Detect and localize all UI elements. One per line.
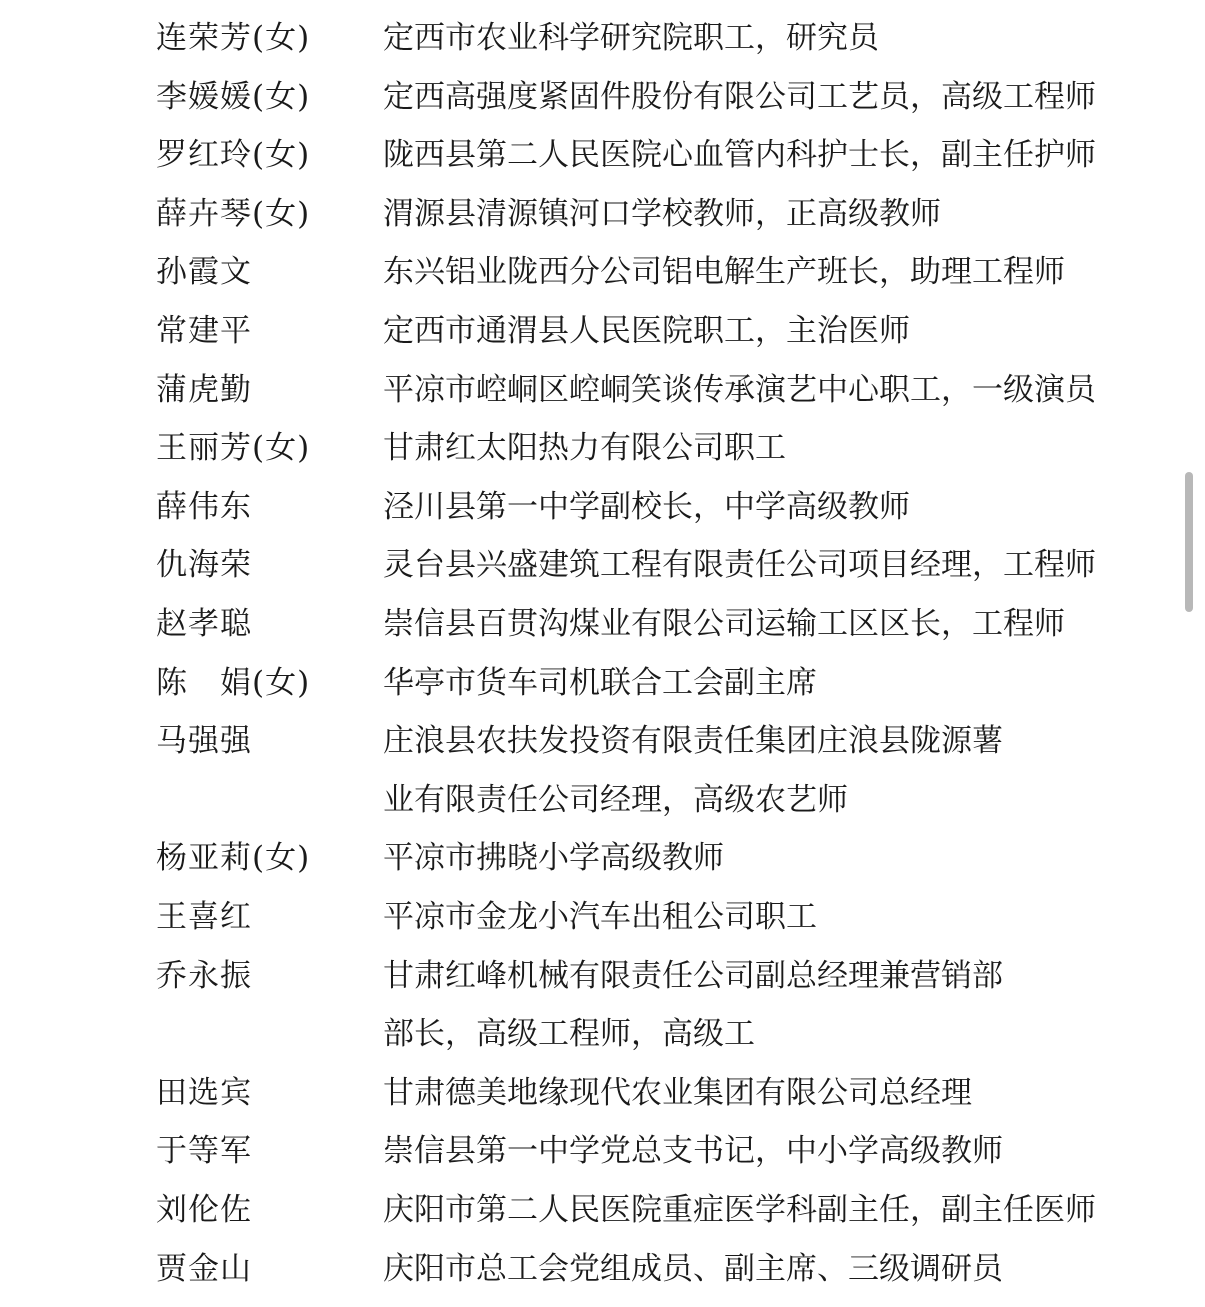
person-name: 常建平 <box>156 313 252 349</box>
scrollbar-thumb[interactable] <box>1185 472 1193 612</box>
description-line: 定西市通渭县人民医院职工，主治医师 <box>383 313 910 349</box>
person-description <box>383 545 1096 604</box>
person-name: 马强强 <box>156 723 252 760</box>
person-description <box>383 252 1065 311</box>
person-name: 乔永振 <box>156 957 252 994</box>
description-line: 定西高强度紧固件股份有限公司工艺员，高级工程师 <box>383 78 1096 115</box>
description-line: 平凉市拂晓小学高级教师 <box>383 840 724 877</box>
person-description <box>383 1190 1096 1249</box>
person-description <box>383 18 1053 77</box>
person-name: 陈 娟(女) <box>156 664 311 701</box>
person-description <box>383 838 1053 897</box>
person-name: 蒲虎勤 <box>156 371 252 408</box>
person-description <box>383 1073 1053 1132</box>
description-line: 甘肃红太阳热力有限公司职工 <box>383 430 786 467</box>
description-line: 东兴铝业陇西分公司铝电解生产班长，助理工程师 <box>383 254 1065 291</box>
person-name: 罗红玲(女) <box>156 137 311 174</box>
person-description <box>383 311 1053 370</box>
person-name: 刘伦佐 <box>156 1192 252 1228</box>
description-line: 灵台县兴盛建筑工程有限责任公司项目经理，工程师 <box>383 547 1096 584</box>
description-line: 庆阳市总工会党组成员、副主席、三级调研员 <box>383 1250 1003 1287</box>
person-description <box>383 194 1053 253</box>
person-name: 杨亚莉(女) <box>156 840 311 877</box>
person-description <box>383 77 1096 136</box>
description-line: 甘肃德美地缘现代农业集团有限公司总经理 <box>383 1074 972 1111</box>
description-line: 甘肃红峰机械有限责任公司副总经理兼营销部 <box>383 957 1003 994</box>
person-name: 田选宾 <box>156 1074 252 1111</box>
person-name: 薛伟东 <box>156 488 252 525</box>
description-line: 平凉市金龙小汽车出租公司职工 <box>383 899 817 935</box>
description-line: 华亭市货车司机联合工会副主席 <box>383 664 817 701</box>
person-description <box>383 1249 1053 1307</box>
person-description <box>383 663 1053 722</box>
person-description <box>383 604 1065 663</box>
person-name: 王丽芳(女) <box>156 430 311 467</box>
description-line: 定西市农业科学研究院职工，研究员 <box>383 20 879 56</box>
person-description <box>383 135 1096 194</box>
person-name: 孙霞文 <box>156 254 252 291</box>
description-line: 崇信县百贯沟煤业有限公司运输工区区长，工程师 <box>383 606 1065 642</box>
person-name: 于等军 <box>156 1133 252 1170</box>
person-name: 赵孝聪 <box>156 606 252 642</box>
description-line: 部长，高级工程师，高级工 <box>383 1016 755 1053</box>
scrollbar[interactable] <box>1185 0 1195 1291</box>
description-line: 泾川县第一中学副校长，中学高级教师 <box>383 488 910 525</box>
description-line: 平凉市崆峒区崆峒笑谈传承演艺中心职工，一级演员 <box>383 371 1096 408</box>
description-line: 崇信县第一中学党总支书记，中小学高级教师 <box>383 1133 1003 1170</box>
person-description <box>383 721 1053 838</box>
person-name: 连荣芳(女) <box>156 20 311 56</box>
person-description <box>383 370 1096 429</box>
person-description <box>383 487 1053 546</box>
person-name: 仇海荣 <box>156 547 252 584</box>
person-name: 王喜红 <box>156 899 252 935</box>
person-name: 薛卉琴(女) <box>156 195 311 232</box>
person-name: 李媛媛(女) <box>156 78 311 115</box>
description-line: 渭源县清源镇河口学校教师，正高级教师 <box>383 195 941 232</box>
person-name: 贾金山 <box>156 1250 252 1287</box>
person-description <box>383 897 1053 956</box>
person-description <box>383 1131 1053 1190</box>
description-line: 陇西县第二人民医院心血管内科护士长，副主任护师 <box>383 137 1096 174</box>
description-line: 业有限责任公司经理，高级农艺师 <box>383 781 848 818</box>
description-line: 庆阳市第二人民医院重症医学科副主任，副主任医师 <box>383 1192 1096 1228</box>
description-line: 庄浪县农扶发投资有限责任集团庄浪县陇源薯 <box>383 723 1003 760</box>
person-description <box>383 428 1053 487</box>
person-description <box>383 956 1053 1073</box>
